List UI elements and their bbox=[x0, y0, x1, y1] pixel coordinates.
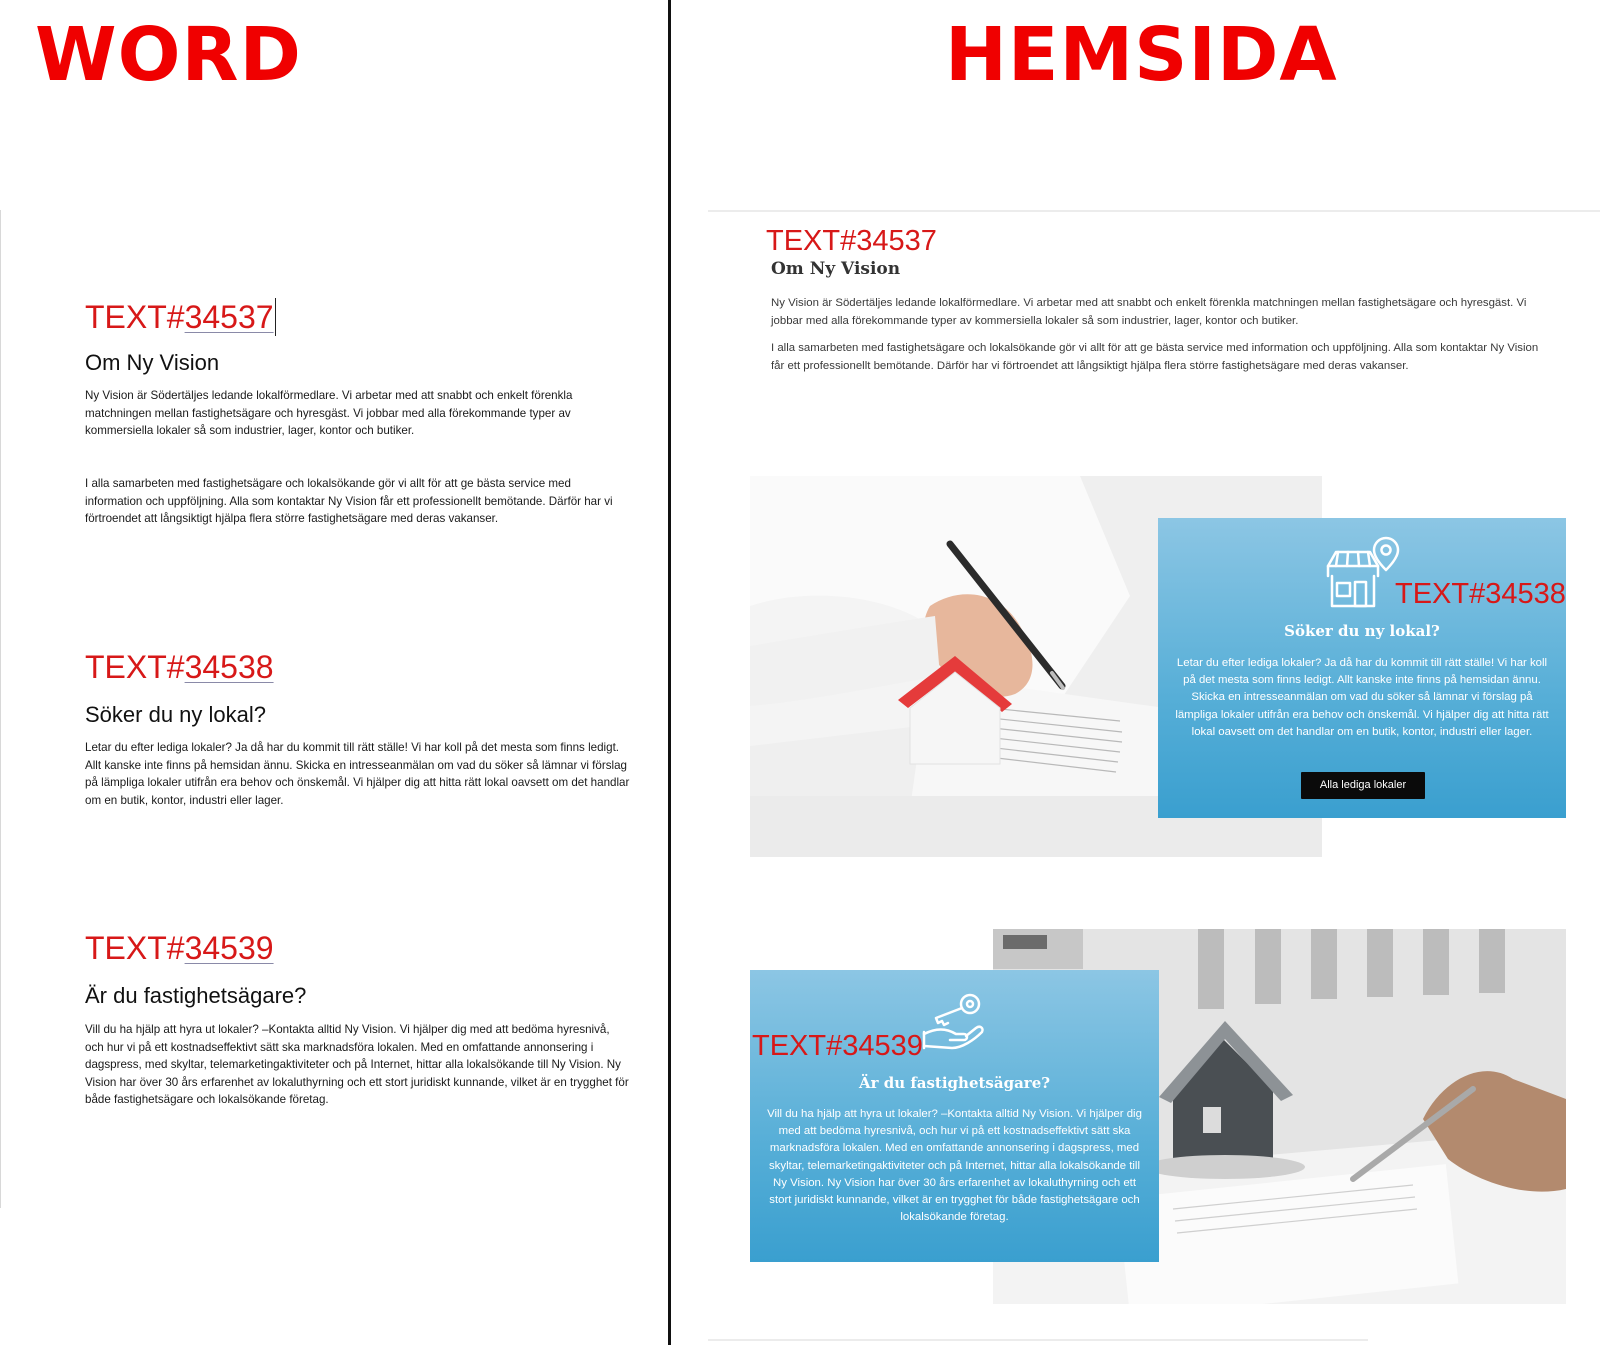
card-soker-du-ny-lokal bbox=[1158, 518, 1566, 818]
card-text: Vill du ha hjälp att hyra ut lokaler? –Kontakta alltid Ny Vision. Vi hjälper dig med att bedöma hyresnivå, och hur vi på ett kostnadseffektivt sätt ska marknadsföra lokalen. Med en omfattande annonsering i dagspress, med skyltar, telemarketingaktiviteter och på Internet, hittar alla lokalsökande till Ny Vision. Ny Vision har över 30 års erfarenhet av lokaluthyrning och ett stort juridiskt kunnande, vilket är en trygghet för både fastighetsägare och lokalsökande företag. bbox=[767, 1108, 1142, 1224]
shop-location-icon bbox=[1324, 536, 1400, 610]
marker-number: 34539 bbox=[184, 930, 274, 966]
card-ar-du-fastighetsagare bbox=[750, 970, 1159, 1262]
site-marker-34538: TEXT#34538 bbox=[1395, 578, 1566, 610]
word-heading-soker-du-ny-lokal: Söker du ny lokal? bbox=[85, 702, 266, 727]
website-label: HEMSIDA bbox=[945, 12, 1338, 98]
marker-prefix: TEXT# bbox=[85, 649, 185, 685]
word-marker-34537 bbox=[85, 298, 276, 336]
word-heading-ar-du-fastighetsagare: Är du fastighetsägare? bbox=[85, 983, 307, 1008]
site-marker-34537: TEXT#34537 bbox=[766, 225, 937, 257]
text-cursor bbox=[275, 298, 276, 336]
word-paragraph: Ny Vision är Södertäljes ledande lokalförmedlare. Vi arbetar med att snabbt och enkelt förenkla matchningen mellan fastighetsägare och hyresgäst. Vi jobbar med alla förekommande typer av kommersiella lokaler så som industrier, lager, kontor och butiker. bbox=[85, 389, 573, 437]
word-marker-34539 bbox=[85, 932, 274, 964]
site-bottom-border bbox=[708, 1339, 1368, 1341]
site-marker-34539: TEXT#34539 bbox=[752, 1030, 923, 1062]
card-text: Letar du efter lediga lokaler? Ja då har du kommit till rätt ställe! Vi har koll på det mesta som finns ledigt. Allt kanske inte finns på hemsidan ännu. Skicka en intresseanmälan om vad du söker så lämnar vi förslag på lämpliga lokaler utifrån era behov och önskemål. Vi hjälper dig att hitta rätt lokal oavsett om det handlar om en butik, kontor, industri eller lager. bbox=[1175, 657, 1549, 738]
hand-with-key-icon bbox=[922, 990, 986, 1052]
marker-number: 34538 bbox=[184, 649, 274, 685]
site-heading-om-ny-vision: Om Ny Vision bbox=[771, 259, 901, 279]
card-heading: Söker du ny lokal? bbox=[1284, 622, 1440, 640]
marker-number: 34537 bbox=[184, 299, 274, 335]
marker-prefix: TEXT# bbox=[85, 930, 185, 966]
word-paragraph: Vill du ha hjälp att hyra ut lokaler? –Kontakta alltid Ny Vision. Vi hjälper dig med att bedöma hyresnivå, och hur vi på ett kostnadseffektivt sätt ska marknadsföra lokalen. Med en omfattande annonsering i dagspress, med skyltar, telemarketingaktiviteter och på Internet, hittar alla lokalsökande till Ny Vision. Ny Vision har över 30 års erfarenhet av lokaluthyrning och ett stort juridiskt kunnande, vilket är en trygghet för både fastighetsägare och lokalsökande företag. bbox=[85, 1023, 629, 1106]
alla-lediga-lokaler-button[interactable]: Alla lediga lokaler bbox=[1301, 772, 1425, 799]
word-label: WORD bbox=[35, 12, 302, 98]
site-top-border bbox=[708, 210, 1600, 212]
column-divider bbox=[668, 0, 671, 1345]
site-paragraph: Ny Vision är Södertäljes ledande lokalförmedlare. Vi arbetar med att snabbt och enkelt förenkla matchningen mellan fastighetsägare och hyresgäst. Vi jobbar med alla förekommande typer av kommersiella lokaler så som industrier, lager, kontor och butiker. bbox=[771, 297, 1527, 327]
site-paragraph: I alla samarbeten med fastighetsägare och lokalsökande gör vi allt för att ge bästa service med information och uppföljning. Alla som kontaktar Ny Vision får ett professionellt bemötande. Därför har vi förtroendet att långsiktigt hjälpa flera större fastighetsägare med deras vakanser. bbox=[771, 342, 1539, 372]
word-paragraph: Letar du efter lediga lokaler? Ja då har du kommit till rätt ställe! Vi har koll på det mesta som finns ledigt. Allt kanske inte finns på hemsidan ännu. Skicka en intresseanmälan om vad du söker så lämnar vi förslag på lämpliga lokaler utifrån era behov och önskemål. Vi hjälper dig att hitta rätt lokal oavsett om det handlar om en butik, kontor, industri eller lager. bbox=[85, 741, 630, 807]
marker-prefix: TEXT# bbox=[85, 299, 185, 335]
word-heading-om-ny-vision: Om Ny Vision bbox=[85, 350, 220, 375]
word-marker-34538 bbox=[85, 651, 274, 683]
card-heading: Är du fastighetsägare? bbox=[858, 1074, 1051, 1092]
word-paragraph: I alla samarbeten med fastighetsägare och lokalsökande gör vi allt för att ge bästa service med information och uppföljning. Alla som kontaktar Ny Vision får ett professionellt bemötande. Därför har vi förtroendet att långsiktigt hjälpa flera större fastighetsägare med deras vakanser. bbox=[85, 477, 613, 525]
word-page-edge bbox=[0, 210, 1, 1208]
